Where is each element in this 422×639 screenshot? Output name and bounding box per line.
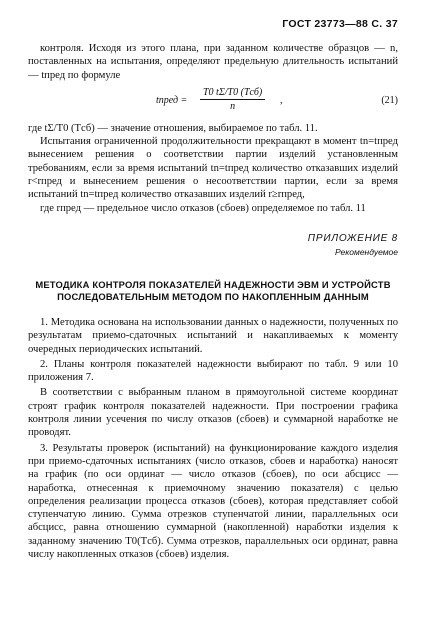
formula-denominator: n <box>230 100 236 112</box>
section-paragraph-1: 1. Методика основана на использовании данных о надежности, полученных по результатам приемо-сдаточных испытаний и накапливаемых к моменту очередных периодических испытаний. <box>28 316 398 355</box>
where-paragraph: где tΣ/T0 (Tсб) — значение отношения, выбираемое по табл. 11. <box>28 122 318 134</box>
page-body <box>28 42 398 561</box>
page-header: ГОСТ 23773—88 С. 37 <box>282 18 398 30</box>
formula-number: (21) <box>381 94 398 106</box>
formula-21 <box>28 86 398 116</box>
section-paragraph-2b: В соответствии с выбранным планом в прямоугольной системе координат строят график контроля показателей надежности. При построении графика контроля линии усечения по числу отказов (сбоев) и суммарной наработке не проводят. <box>28 387 398 439</box>
recommended-label: Рекомендуемое <box>334 246 398 257</box>
where-r-paragraph: где rпред — предельное число отказов (сбоев) определяемое по табл. 11 <box>40 202 366 214</box>
section-title: МЕТОДИКА КОНТРОЛЯ ПОКАЗАТЕЛЕЙ НАДЕЖНОСТИ ЭВМ И УСТРОЙСТВ ПОСЛЕДОВАТЕЛЬНЫМ МЕТОДОМ ПО НАКОПЛЕННЫМ ДАННЫМ <box>35 278 391 303</box>
formula-comma: , <box>280 94 283 106</box>
formula-fraction <box>200 86 265 113</box>
intro-paragraph: контроля. Исходя из этого плана, при заданном количестве образцов — n, поставленных на испытания, определяют предельную длительность испытаний — tпред по формуле <box>28 43 398 81</box>
section-paragraph-2: 2. Планы контроля показателей надежности выбирают по табл. 9 или 10 приложения 7. <box>28 358 398 384</box>
section-paragraph-3: 3. Результаты проверок (испытаний) на функционирование каждого изделия при приемо-сдаточных испытаниях (число отказов, сбоев и наработка) наносят на график (по оси ординат — число отказов (сбоев), по оси абсцисс — наработка, отнесенная к приемочному значению показателя) с целью определения реализации процесса отказов (сбоев), которая представляет собой ступенчатую линию. Сумма отрезков ступенчатой линии, параллельных оси абсцисс, равна отношению суммарной (накопленной) наработки изделия к заданному значению T0(Tсб). Сумма отрезков, параллельных оси ординат, равна числу накопленных отказов (сбоев) изделия. <box>28 442 398 561</box>
limited-tests-paragraph: Испытания ограниченной продолжительности прекращают в момент tn=tпред вынесением решения о соответствии партии изделий установленным требованиям, если за время испытаний tn=tпред количество отказавших изделий r<rпред и вынесением решения о несоответствии партии, если за время испытаний tn=tпред количество отказавших изделий r≥rпред, <box>28 136 398 201</box>
formula-numerator: T0 tΣ/T0 (Tсб) <box>200 86 265 100</box>
appendix-label: ПРИЛОЖЕНИЕ 8 <box>307 232 398 244</box>
formula-lhs: tпред = <box>156 94 188 106</box>
